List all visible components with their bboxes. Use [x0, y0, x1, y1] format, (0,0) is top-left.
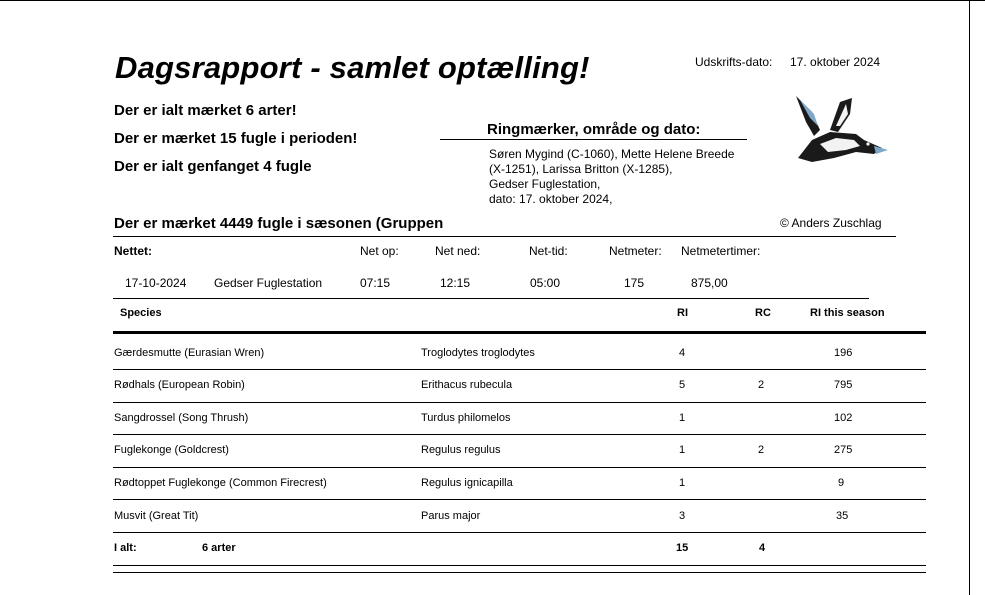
netmetertimer-value: 875,00 — [691, 276, 728, 290]
row-divider — [113, 434, 926, 435]
report-title: Dagsrapport - samlet optælling! — [115, 50, 590, 85]
divider — [113, 236, 896, 237]
table-row-rc: 2 — [758, 379, 765, 391]
row-divider — [113, 499, 926, 500]
table-row-ri: 4 — [679, 347, 686, 359]
total-rc: 4 — [759, 542, 766, 554]
table-row-latin: Troglodytes troglodytes — [421, 347, 535, 359]
total-label: I alt: — [114, 542, 137, 554]
net-tid-value: 05:00 — [530, 276, 561, 290]
rc-header: RC — [755, 307, 771, 319]
summary-species: Der er ialt mærket 6 arter! — [114, 102, 297, 119]
print-date-label: Udskrifts-dato: — [695, 55, 773, 69]
ringers-underline — [440, 139, 747, 140]
table-row-latin: Erithacus rubecula — [421, 379, 513, 391]
header-rule — [113, 331, 926, 334]
summary-recaptured: Der er ialt genfanget 4 fugle — [114, 158, 312, 175]
copyright: © Anders Zuschlag — [780, 216, 882, 230]
table-row-ri: 1 — [679, 477, 686, 489]
table-row-season: 9 — [838, 477, 845, 489]
right-border — [969, 0, 970, 595]
row-divider — [113, 532, 926, 533]
ringers-line: dato: 17. oktober 2024, — [489, 192, 613, 206]
table-row-species: Sangdrossel (Song Thrush) — [114, 412, 249, 424]
eider-duck-icon — [790, 92, 890, 166]
table-row-latin: Regulus regulus — [421, 444, 501, 456]
net-date: 17-10-2024 — [125, 276, 187, 290]
ri-season-header: RI this season — [810, 307, 885, 319]
table-row-latin: Regulus ignicapilla — [421, 477, 513, 489]
table-row-ri: 3 — [679, 510, 686, 522]
table-row-species: Rødhals (European Robin) — [114, 379, 245, 391]
net-ned-header: Net ned: — [435, 244, 481, 258]
top-border — [0, 0, 985, 1]
ringers-line: Søren Mygind (C-1060), Mette Helene Breede — [489, 147, 735, 161]
table-row-latin: Turdus philomelos — [421, 412, 511, 424]
total-rule — [113, 572, 926, 573]
net-location: Gedser Fuglestation — [214, 276, 323, 290]
table-row-season: 196 — [834, 347, 853, 359]
netmeter-header: Netmeter: — [609, 244, 662, 258]
netmeter-value: 175 — [624, 276, 645, 290]
total-ri: 15 — [676, 542, 689, 554]
table-row-species: Fuglekonge (Goldcrest) — [114, 444, 229, 456]
table-row-rc: 2 — [758, 444, 765, 456]
table-row-season: 35 — [836, 510, 849, 522]
row-divider — [113, 467, 926, 468]
table-row-ri: 1 — [679, 412, 686, 424]
netmetertimer-header: Netmetertimer: — [681, 244, 761, 258]
total-rule — [113, 565, 926, 566]
table-row-latin: Parus major — [421, 510, 481, 522]
total-species-count: 6 arter — [202, 542, 236, 554]
print-date-value: 17. oktober 2024 — [790, 55, 881, 69]
ringers-line: Gedser Fuglestation, — [489, 177, 601, 191]
net-op-value: 07:15 — [360, 276, 391, 290]
table-row-species: Rødtoppet Fuglekonge (Common Firecrest) — [114, 477, 327, 489]
ri-header: RI — [677, 307, 688, 319]
net-label: Nettet: — [114, 244, 152, 258]
table-row-species: Gærdesmutte (Eurasian Wren) — [114, 347, 265, 359]
table-row-ri: 5 — [679, 379, 686, 391]
species-header: Species — [120, 307, 162, 319]
table-row-species: Musvit (Great Tit) — [114, 510, 199, 522]
net-op-header: Net op: — [360, 244, 399, 258]
table-row-season: 102 — [834, 412, 853, 424]
summary-birds-period: Der er mærket 15 fugle i perioden! — [114, 130, 358, 147]
row-divider — [113, 402, 926, 403]
net-ned-value: 12:15 — [440, 276, 471, 290]
table-row-season: 275 — [834, 444, 853, 456]
ringers-line: (X-1251), Larissa Britton (X-1285), — [489, 162, 673, 176]
table-row-ri: 1 — [679, 444, 686, 456]
net-tid-header: Net-tid: — [529, 244, 568, 258]
table-row-season: 795 — [834, 379, 853, 391]
row-divider — [113, 369, 926, 370]
season-total: Der er mærket 4449 fugle i sæsonen (Gruppen — [114, 215, 444, 232]
ringers-title: Ringmærker, område og dato: — [487, 121, 701, 138]
divider — [113, 298, 869, 299]
